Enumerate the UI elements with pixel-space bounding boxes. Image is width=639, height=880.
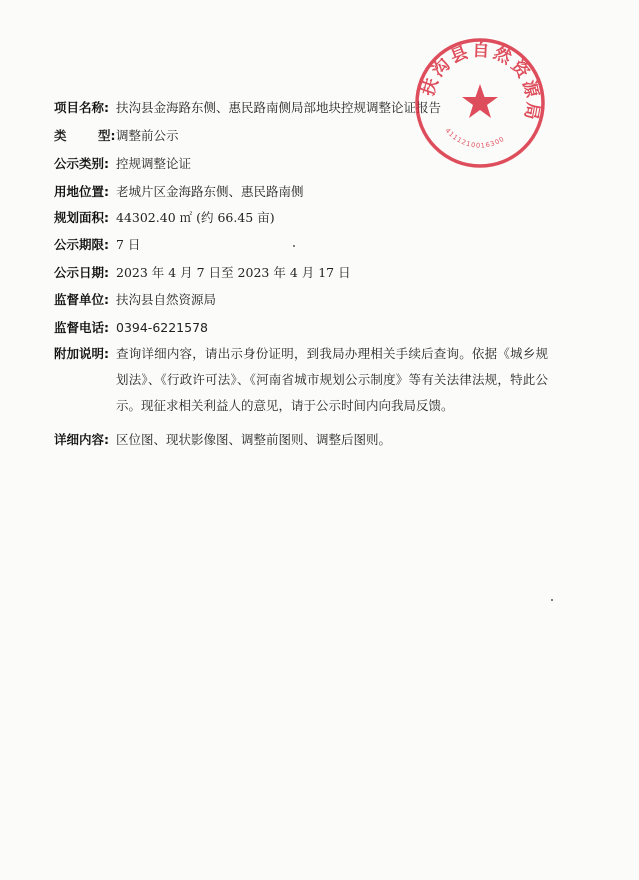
- scan-speck: [551, 599, 553, 601]
- category-value: 控规调整论证: [116, 156, 192, 171]
- location-label: 用地位置:: [54, 184, 109, 199]
- notes-block: [54, 341, 554, 419]
- dates-row: [54, 264, 594, 281]
- type-label-b: 型:: [98, 128, 116, 143]
- project-name-label: 项目名称:: [54, 100, 109, 115]
- supervisor-row: [54, 291, 594, 308]
- area-label: 规划面积:: [54, 210, 109, 225]
- supervisor-label: 监督单位:: [54, 292, 109, 307]
- notes-label: 附加说明:: [54, 346, 109, 361]
- details-value: 区位图、现状影像图、调整前图则、调整后图则。: [116, 432, 392, 447]
- supervisor-value: 扶沟县自然资源局: [116, 292, 217, 307]
- official-seal-icon: [413, 36, 547, 170]
- phone-value: 0394-6221578: [116, 320, 208, 335]
- seal-text: 扶沟县自然资源局: [418, 40, 543, 124]
- type-value: 调整前公示: [116, 128, 179, 143]
- star-icon: [462, 84, 498, 118]
- phone-row: [54, 319, 594, 336]
- dates-value: 2023 年 4 月 7 日至 2023 年 4 月 17 日: [116, 265, 351, 280]
- scan-speck: [293, 245, 295, 247]
- area-value: 44302.40 ㎡ (约 66.45 亩): [116, 210, 275, 225]
- dates-label: 公示日期:: [54, 265, 109, 280]
- location-row: [54, 183, 594, 200]
- period-label: 公示期限:: [54, 237, 109, 252]
- category-label: 公示类别:: [54, 156, 109, 171]
- details-row: [54, 431, 594, 448]
- notes-value: 查询详细内容，请出示身份证明，到我局办理相关手续后查询。依据《城乡规划法》、《行政许可法》、《河南省城市规划公示制度》等有关法律法规，特此公示。现征求相关利益人的意见，请于公示时间内向我局反馈。: [116, 346, 548, 413]
- phone-label: 监督电话:: [54, 320, 109, 335]
- location-value: 老城片区金海路东侧、惠民路南侧: [116, 184, 304, 199]
- svg-text:4111210016300: [444, 127, 507, 150]
- period-row: [54, 236, 594, 253]
- details-label: 详细内容:: [54, 432, 109, 447]
- seal-code: 4111210016300: [443, 126, 507, 150]
- svg-text:扶沟县自然资源局: [417, 40, 543, 124]
- type-label-a: 类: [54, 128, 67, 143]
- area-row: [54, 209, 594, 226]
- type-label: [54, 127, 116, 144]
- period-value: 7 日: [116, 237, 141, 252]
- project-name-value: 扶沟县金海路东侧、惠民路南侧局部地块控规调整论证报告: [116, 100, 442, 115]
